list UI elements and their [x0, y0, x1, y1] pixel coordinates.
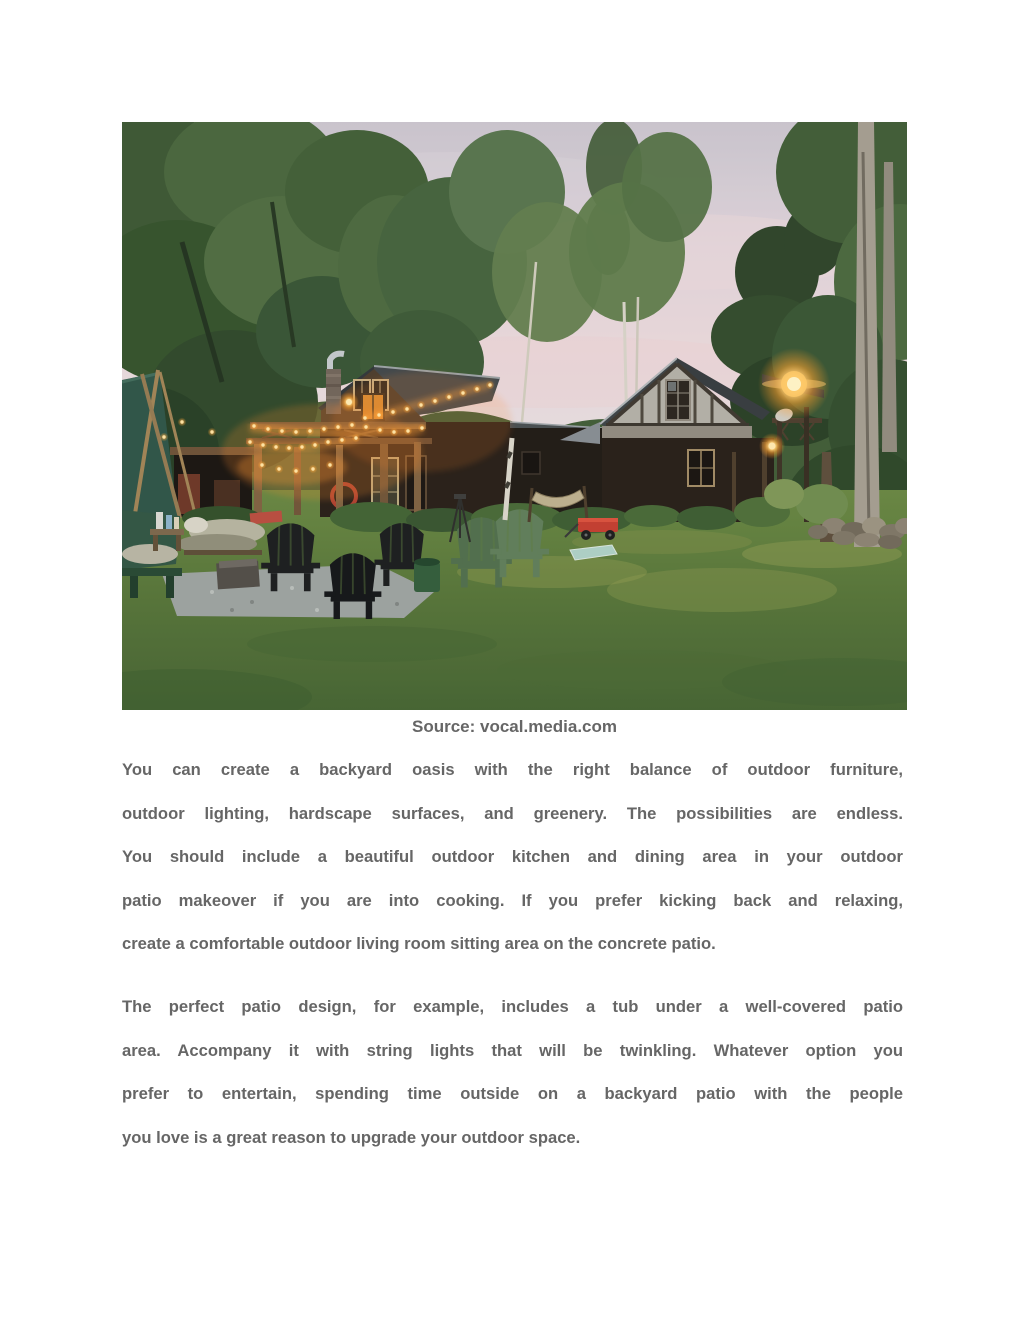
- paragraph-line: You should include a beautiful outdoor kitchen and dining area in your outdoor: [122, 847, 903, 866]
- paragraph-line: area. Accompany it with string lights that will be twinkling. Whatever option you: [122, 1040, 903, 1060]
- paragraph-line: you love is a great reason to upgrade your outdoor space.: [122, 1127, 581, 1147]
- paragraph-line: outdoor lighting, hardscape surfaces, and greenery. The possibilities are endless.: [122, 803, 903, 823]
- paragraph-line: prefer to entertain, spending time outside on a backyard patio with the people: [122, 1084, 903, 1103]
- body-paragraph-1: [122, 748, 903, 966]
- photo-source-caption: Source: vocal.media.com: [411, 717, 618, 736]
- paragraph-line: You can create a backyard oasis with the right balance of outdoor furniture,: [122, 760, 903, 779]
- body-paragraph-2: [122, 985, 903, 1159]
- article-photo: [122, 122, 907, 710]
- paragraph-line: create a comfortable outdoor living room sitting area on the concrete patio.: [122, 934, 716, 953]
- paragraph-line: The perfect patio design, for example, includes a tub under a well-covered patio: [122, 997, 903, 1016]
- paragraph-line: patio makeover if you are into cooking. If you prefer kicking back and relaxing,: [122, 890, 903, 910]
